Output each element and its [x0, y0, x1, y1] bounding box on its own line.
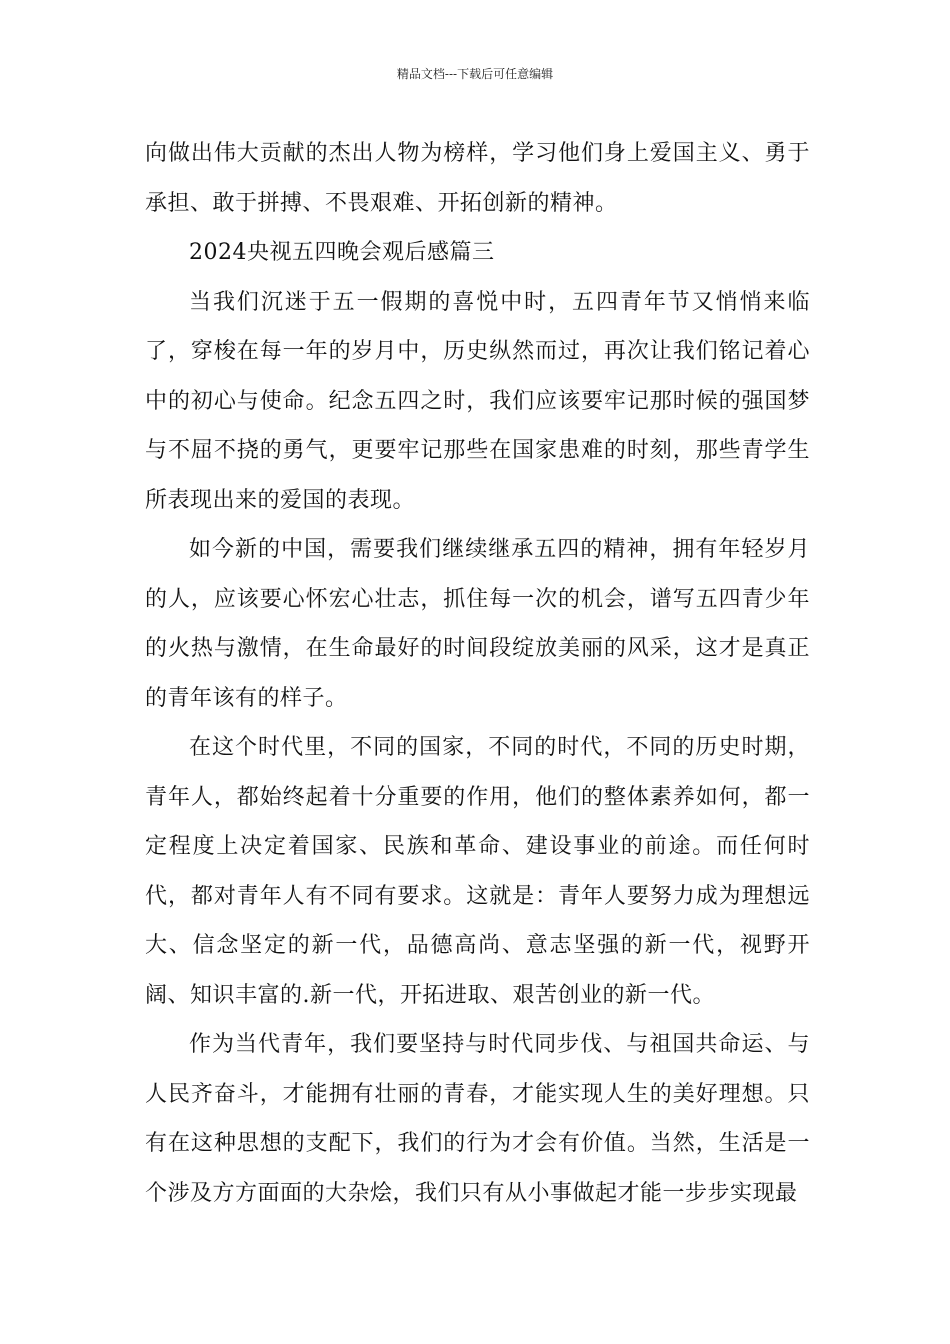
paragraph: 在这个时代里，不同的国家，不同的时代，不同的历史时期，青年人，都始终起着十分重要的作用，他们的整体素养如何，都一定程度上决定着国家、民族和革命、建设事业的前途。而任何时代，都对青年人有不同有要求。这就是：青年人要努力成为理想远大、信念坚定的新一代，品德高尚、意志坚强的新一代，视野开阔、知识丰富的.新一代，开拓进取、艰苦创业的新一代。	[145, 735, 810, 1008]
paragraph: 如今新的中国，需要我们继续继承五四的精神，拥有年轻岁月的人，应该要心怀宏心壮志，抓住每一次的机会，谱写五四青少年的火热与激情，在生命最好的时间段绽放美丽的风采，这才是真正的青年该有的样子。	[145, 537, 810, 711]
paragraph: 作为当代青年，我们要坚持与时代同步伐、与祖国共命运、与人民齐奋斗，才能拥有壮丽的青春，才能实现人生的美好理想。只有在这种思想的支配下，我们的行为才会有价值。当然，生活是一个涉及方方面面的大杂烩，我们只有从小事做起才能一步步实现最	[145, 1032, 810, 1206]
section-heading: 2024央视五四晚会观后感篇三	[189, 240, 495, 265]
paragraph: 当我们沉迷于五一假期的喜悦中时，五四青年节又悄悄来临了，穿梭在每一年的岁月中，历史纵然而过，再次让我们铭记着心中的初心与使命。纪念五四之时，我们应该要牢记那时候的强国梦与不屈不挠的勇气，更要牢记那些在国家患难的时刻，那些青学生所表现出来的爱国的表现。	[145, 289, 810, 513]
document-body	[145, 129, 810, 1218]
paragraph-continuation: 向做出伟大贡献的杰出人物为榜样，学习他们身上爱国主义、勇于承担、敢于拼搏、不畏艰难、开拓创新的精神。	[145, 141, 810, 216]
page-header: 精品文档---下载后可任意编辑	[396, 67, 554, 81]
